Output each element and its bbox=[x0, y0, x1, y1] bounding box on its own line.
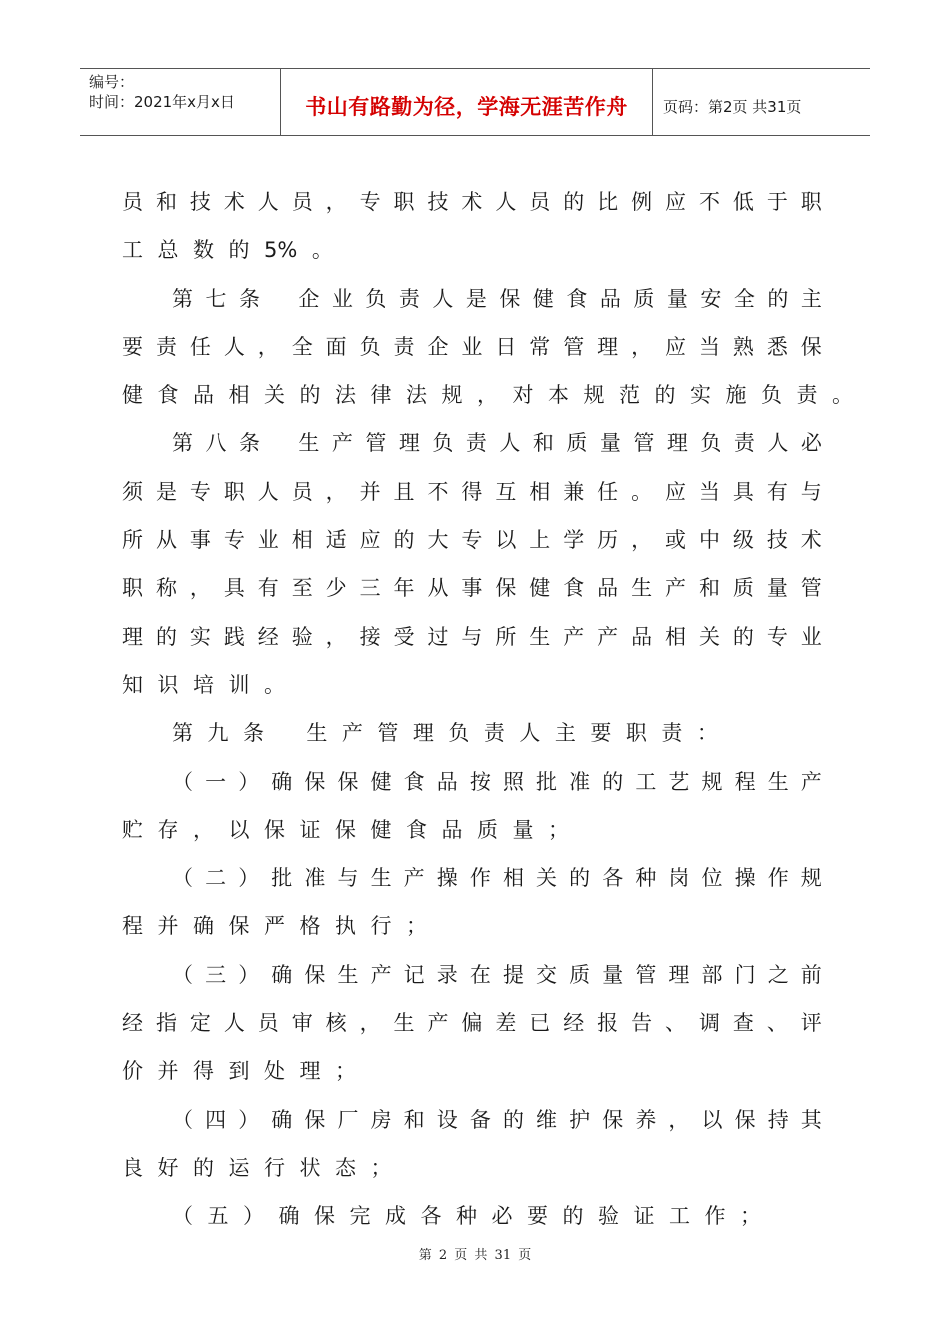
text-line: 程 并 确 保 严 格 执 行 ； bbox=[122, 914, 427, 939]
text-line: 价 并 得 到 处 理 ； bbox=[122, 1059, 356, 1084]
text-line: 贮 存 ， 以 保 证 保 健 食 品 质 量 ； bbox=[122, 817, 569, 842]
text-line: 经 指 定 人 员 审 核 ， 生 产 偏 差 已 经 报 告 、 调 查 、 评 bbox=[122, 1011, 822, 1036]
text-line: 所 从 事 专 业 相 适 应 的 大 专 以 上 学 历 ， 或 中 级 技 术 bbox=[122, 528, 822, 553]
header-motto-cell bbox=[281, 69, 653, 135]
document-header bbox=[80, 68, 870, 136]
text-line: 知 识 培 训 。 bbox=[122, 672, 285, 697]
text-line: 第 九 条 生 产 管 理 负 责 人 主 要 职 责 ： bbox=[172, 721, 718, 746]
document-time-label: 时间：2021年x月x日 bbox=[89, 93, 235, 111]
text-line: （ 三 ） 确 保 生 产 记 录 在 提 交 质 量 管 理 部 门 之 前 bbox=[172, 962, 822, 987]
page-footer: 第 2 页 共 31 页 bbox=[418, 1248, 532, 1263]
text-line: 工 总 数 的 5% 。 bbox=[122, 238, 333, 263]
text-line: 第 八 条 生 产 管 理 负 责 人 和 质 量 管 理 负 责 人 必 bbox=[172, 431, 822, 456]
text-line: 良 好 的 运 行 状 态 ； bbox=[122, 1155, 392, 1180]
document-body bbox=[122, 182, 853, 1245]
text-line: 员 和 技 术 人 员 ， 专 职 技 术 人 员 的 比 例 应 不 低 于 职 bbox=[122, 190, 822, 214]
text-line: 健 食 品 相 关 的 法 律 法 规 ， 对 本 规 范 的 实 施 负 责 。 bbox=[122, 383, 853, 408]
text-line: 职 称 ， 具 有 至 少 三 年 从 事 保 健 食 品 生 产 和 质 量 管 bbox=[122, 576, 822, 601]
text-line: 第 七 条 企 业 负 责 人 是 保 健 食 品 质 量 安 全 的 主 bbox=[172, 286, 822, 311]
text-line: 须 是 专 职 人 员 ， 并 且 不 得 互 相 兼 任 。 应 当 具 有 与 bbox=[122, 479, 822, 504]
header-page-info: 页码：第2页 共31页 bbox=[663, 97, 802, 116]
text-line: （ 一 ） 确 保 保 健 食 品 按 照 批 准 的 工 艺 规 程 生 产 bbox=[172, 769, 822, 794]
text-line: （ 五 ） 确 保 完 成 各 种 必 要 的 验 证 工 作 ； bbox=[172, 1204, 761, 1229]
header-meta bbox=[80, 69, 281, 135]
document-number-label: 编号： bbox=[89, 73, 135, 91]
text-line: （ 二 ） 批 准 与 生 产 操 作 相 关 的 各 种 岗 位 操 作 规 bbox=[172, 866, 822, 891]
text-line: 理 的 实 践 经 验 ， 接 受 过 与 所 生 产 产 品 相 关 的 专 业 bbox=[122, 624, 822, 649]
text-line: （ 四 ） 确 保 厂 房 和 设 备 的 维 护 保 养 ， 以 保 持 其 bbox=[172, 1107, 822, 1132]
text-line: 要 责 任 人 ， 全 面 负 责 企 业 日 常 管 理 ， 应 当 熟 悉 保 bbox=[122, 334, 822, 359]
header-page-info-cell bbox=[653, 69, 870, 135]
header-motto: 书山有路勤为径，学海无涯苦作舟 bbox=[305, 95, 628, 119]
